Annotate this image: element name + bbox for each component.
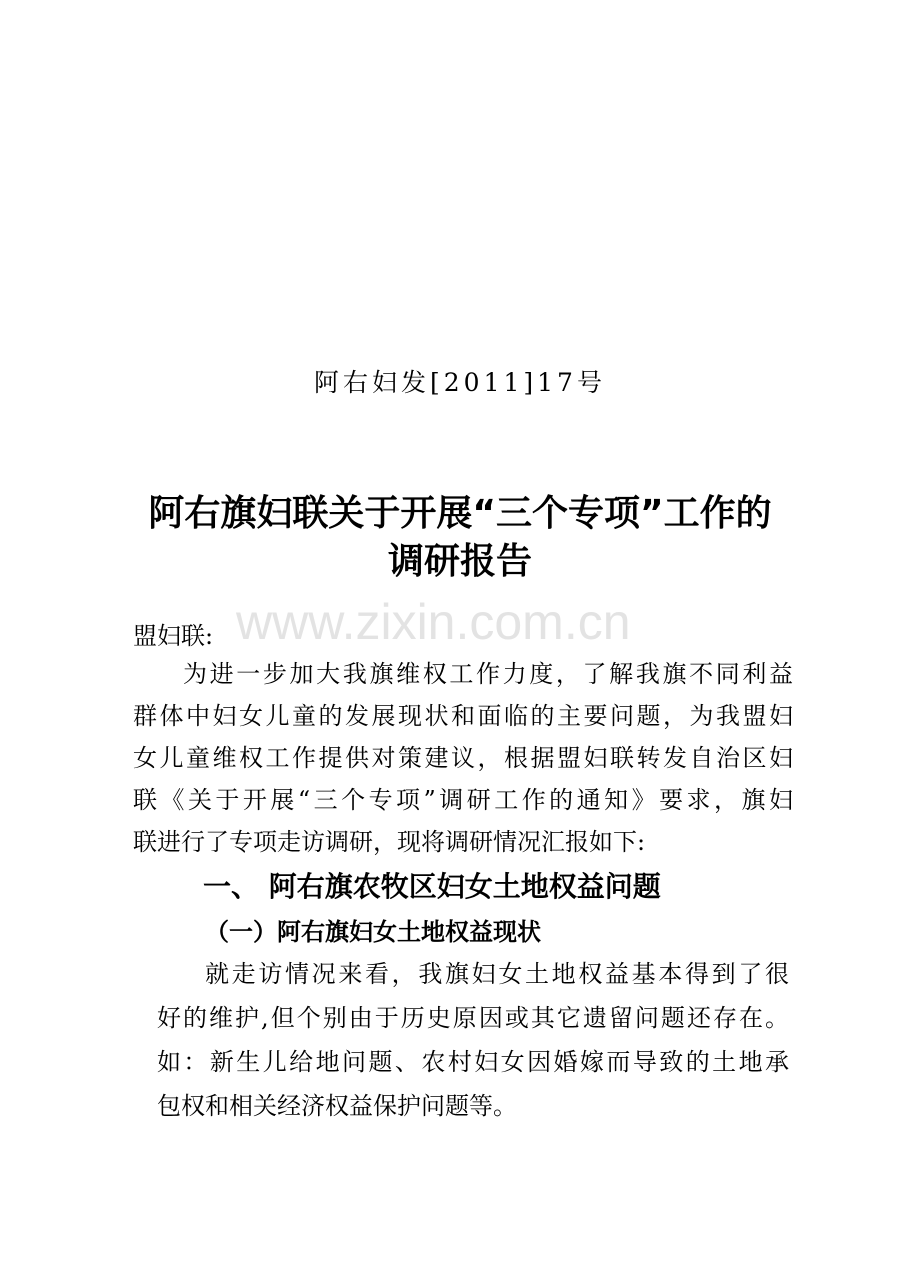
section-heading: 一、 阿右旗农牧区妇女土地权益问题	[203, 870, 661, 903]
paragraph-line: 联《关于开展“三个专项”调研工作的通知》要求，旗妇	[133, 786, 793, 814]
paragraph-line: 群体中妇女儿童的发展现状和面临的主要问题，为我盟妇	[133, 702, 793, 730]
paragraph-line: 为进一步加大我旗维权工作力度，了解我旗不同利益	[183, 660, 793, 688]
salutation: 盟妇联:	[133, 622, 214, 650]
paragraph-line: 好的维护,但个别由于历史原因或其它遗留问题还存在。	[157, 1004, 789, 1032]
watermark-text: www.zixin.com.cn	[236, 594, 631, 650]
subsection-heading: （一）阿右旗妇女土地权益现状	[205, 918, 541, 946]
document-number: 阿右妇发[2011]17号	[314, 368, 606, 397]
status-paragraph	[157, 952, 789, 1128]
document-title	[110, 490, 810, 586]
paragraph-line: 女儿童维权工作提供对策建议，根据盟妇联转发自治区妇	[133, 744, 793, 772]
paragraph-line: 包权和相关经济权益保护问题等。	[157, 1092, 517, 1120]
title-line-1: 阿右旗妇联关于开展“三个专项”工作的	[148, 493, 772, 534]
title-line-2: 调研报告	[387, 541, 532, 582]
paragraph-line: 如：新生儿给地问题、农村妇女因婚嫁而导致的土地承	[157, 1048, 789, 1076]
paragraph-line: 就走访情况来看，我旗妇女土地权益基本得到了很	[205, 960, 789, 988]
paragraph-line: 联进行了专项走访调研，现将调研情况汇报如下:	[133, 828, 646, 856]
intro-paragraph	[133, 653, 793, 863]
